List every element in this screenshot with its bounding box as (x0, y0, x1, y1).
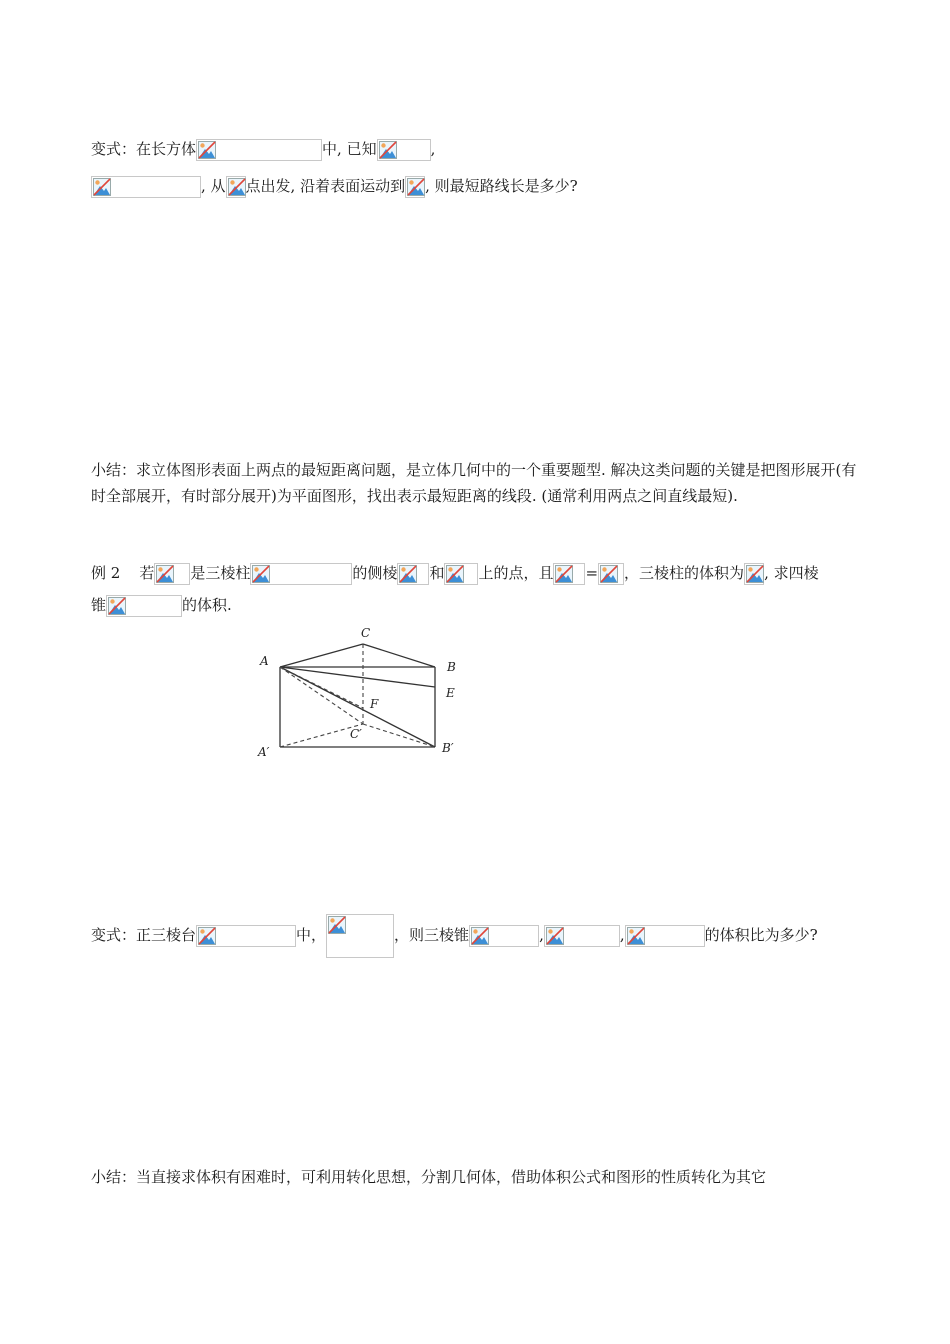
formula-image (405, 176, 425, 198)
example2-text2: 是三棱柱 (190, 564, 251, 582)
variant1-text6: , 则最短路线长是多少? (425, 177, 578, 195)
broken-image-icon (471, 927, 489, 945)
variant2-label: 变式： (91, 926, 137, 944)
variant2-text5: , (619, 926, 625, 944)
broken-image-icon (198, 927, 216, 945)
formula-image (154, 563, 190, 585)
label-B: B (447, 660, 456, 674)
variant2-text4: , (539, 926, 544, 944)
formula-image (544, 925, 620, 947)
edge-C1B1-hidden (363, 724, 435, 747)
prism-diagram (250, 622, 470, 762)
example2-text8: , 求四棱 (764, 564, 819, 582)
example2-text3: 的侧棱 (352, 564, 398, 582)
variant2-line (91, 912, 818, 958)
variant1-text2: 中, 已知 (322, 140, 377, 158)
formula-image (744, 563, 764, 585)
variant2-text1: 正三棱台 (136, 926, 197, 944)
example2-text10: 的体积. (182, 596, 232, 614)
broken-image-icon (379, 141, 397, 159)
variant2-text3: ，则三棱锥 (394, 926, 470, 944)
formula-image (196, 139, 322, 161)
label-C: C (361, 626, 371, 640)
broken-image-icon (546, 927, 564, 945)
formula-image (91, 176, 201, 198)
broken-image-icon (600, 565, 618, 583)
broken-image-icon (93, 178, 111, 196)
formula-image (196, 925, 296, 947)
formula-image (377, 139, 431, 161)
formula-image (553, 563, 585, 585)
edge-CB (363, 644, 435, 667)
variant1-text4: , 从 (201, 177, 226, 195)
formula-image (598, 563, 624, 585)
broken-image-icon (252, 565, 270, 583)
broken-image-icon (627, 927, 645, 945)
example2-text6: = (585, 564, 599, 582)
example2-text7: ，三棱柱的体积为 (624, 564, 745, 582)
variant2-text6: 的体积比为多少? (704, 926, 818, 944)
label-C1: C′ (350, 727, 362, 741)
label-E: E (446, 686, 455, 700)
formula-image (106, 595, 182, 617)
edge-AC (280, 644, 363, 667)
broken-image-icon (228, 178, 246, 196)
example2-line2 (91, 592, 232, 618)
label-F: F (370, 697, 379, 711)
example2-line1 (91, 560, 819, 586)
broken-image-icon (108, 597, 126, 615)
formula-image (397, 563, 429, 585)
broken-image-icon (555, 565, 573, 583)
example2-text9: 锥 (91, 596, 107, 614)
variant1-line1 (91, 136, 435, 162)
example2-text5: 上的点，且 (478, 564, 554, 582)
segment-AE (280, 667, 435, 687)
label-A: A (260, 654, 269, 668)
formula-image (326, 914, 394, 958)
example2-text1: 若 (139, 564, 155, 582)
broken-image-icon (446, 565, 464, 583)
variant1-line2 (91, 173, 578, 199)
variant1-text1: 在长方体 (136, 140, 197, 158)
formula-image (444, 563, 478, 585)
example2-label: 例 2 (91, 564, 121, 582)
label-A1: A′ (258, 745, 270, 759)
formula-image (226, 176, 246, 198)
formula-image (625, 925, 705, 947)
broken-image-icon (407, 178, 425, 196)
broken-image-icon (399, 565, 417, 583)
label-B1: B′ (442, 741, 454, 755)
summary1-paragraph: 小结：求立体图形表面上两点的最短距离问题，是立体几何中的一个重要题型. 解决这类问题的关键是把图形展开(有时全部展开，有时部分展开)为平面图形，找出表示最短距离的线段. (通常利用两点之间直线最短). (91, 461, 857, 505)
broken-image-icon (328, 916, 346, 934)
variant1-text5: 点出发, 沿着表面运动到 (245, 177, 406, 195)
broken-image-icon (156, 565, 174, 583)
variant1-text3: , (430, 140, 436, 158)
broken-image-icon (198, 141, 216, 159)
example2-text4: 和 (429, 564, 445, 582)
variant1-label: 变式： (91, 140, 137, 158)
variant2-text2: 中， (296, 926, 327, 944)
broken-image-icon (746, 565, 764, 583)
formula-image (250, 563, 352, 585)
summary2-paragraph: 小结：当直接求体积有困难时，可利用转化思想，分割几何体，借助体积公式和图形的性质转化为其它 (91, 1168, 767, 1186)
formula-image (469, 925, 539, 947)
